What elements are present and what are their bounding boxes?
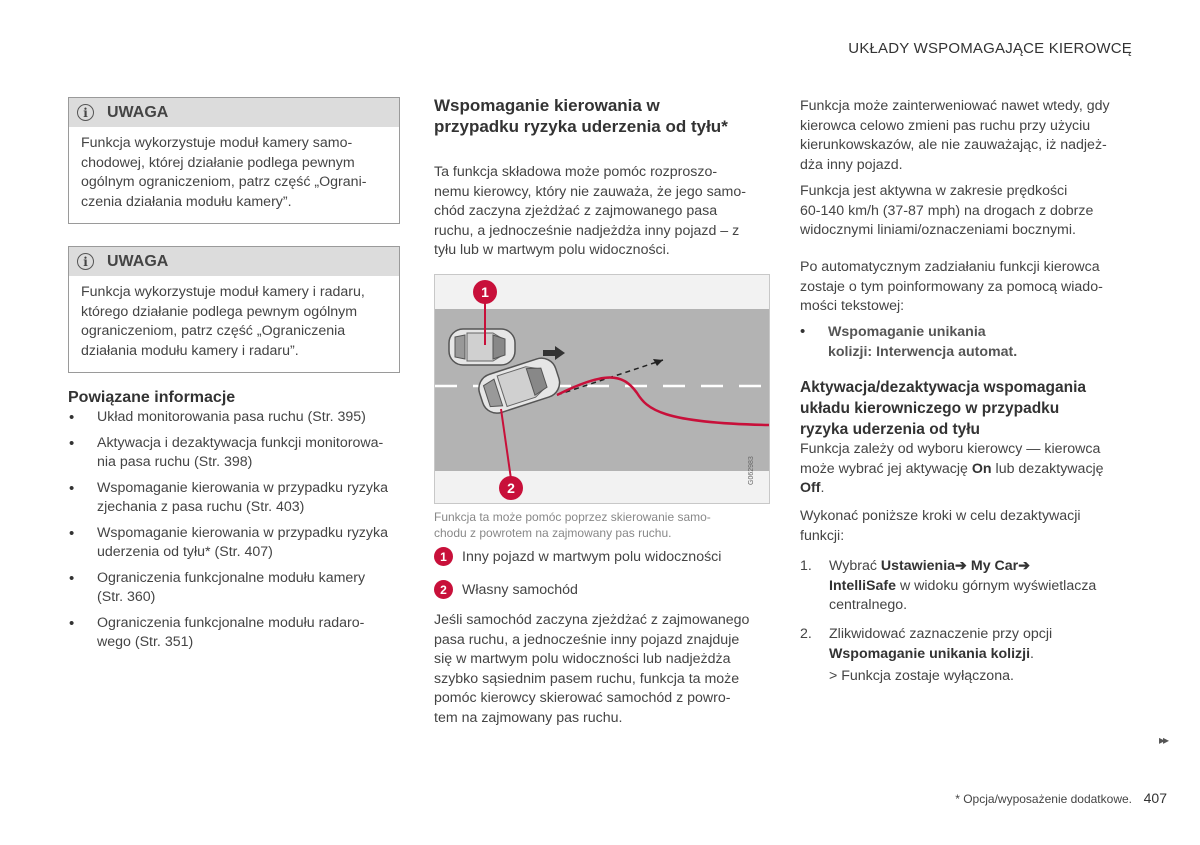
note-title: UWAGA [107, 252, 169, 270]
message-bullet [800, 323, 1135, 362]
step-number: 2. [800, 626, 812, 642]
step-result: > Funkcja zostaje wyłączona. [829, 668, 1014, 684]
menu-settings: Ustawienia [880, 558, 956, 574]
text-span: Funkcja zależy od wyboru kierowcy — kierowca może wybrać jej aktywację [800, 441, 1101, 477]
road-diagram [435, 275, 769, 503]
on-option: On [971, 460, 992, 477]
illustration [434, 274, 770, 504]
text-span: Zlikwidować zaznaczenie przy opcji [829, 626, 1053, 642]
figure-code: G062983 [748, 456, 755, 485]
note-header [69, 98, 399, 127]
text-span: . [1030, 645, 1034, 662]
note-body: Funkcja wykorzystuje moduł kamery i radaru, którego działanie podlega pewnym ogólnym ograniczeniom, patrz część „Ograniczenia działania modułu kamery i radaru”. [81, 284, 365, 359]
text-span: Wybrać [829, 558, 881, 574]
related-link[interactable]: • Ograniczenia funkcjonalne modułu kamery (Str. 360) [68, 569, 400, 608]
footnote-text: * Opcja/wyposażenie dodatkowe. [955, 792, 1132, 806]
bullet-dot: • [800, 323, 806, 340]
info-icon: i [77, 253, 94, 270]
related-link[interactable]: • Układ monitorowania pasa ruchu (Str. 395) [68, 408, 400, 428]
legend-item-1 [434, 547, 721, 566]
note-box-1 [68, 97, 400, 224]
step-text [800, 625, 1135, 664]
activation-heading: Aktywacja/dezaktywacja wspomagania układu kierowniczego w przypadku ryzyka uderzenia od tyłu [800, 379, 1087, 438]
left-column [68, 97, 400, 659]
info-icon: i [77, 104, 94, 121]
legend-text: Własny samochód [462, 581, 578, 598]
text-span: w widoku górnym wyświetlacza centralnego. [829, 577, 1097, 613]
page-number: 407 [1143, 790, 1167, 806]
paragraph-notification: Po automatycznym zadziałaniu funkcji kierowca zostaje o tym poinformowany za pomocą wiado- mości tekstowej: [800, 259, 1103, 314]
step-2 [800, 625, 1135, 664]
related-info-list [68, 408, 400, 653]
note-title: UWAGA [107, 103, 169, 121]
figure-caption: Funkcja ta może pomóc poprzez skierowanie samo- chodu z powrotem na zajmowany pas ruchu. [434, 510, 711, 540]
other-vehicle-icon [449, 329, 515, 365]
related-link[interactable]: • Wspomaganie kierowania w przypadku ryzyka uderzenia od tyłu* (Str. 407) [68, 524, 400, 563]
related-link[interactable]: • Aktywacja i dezaktywacja funkcji monitorowa- nia pasa ruchu (Str. 398) [68, 434, 400, 473]
intro-paragraph: Ta funkcja składowa może pomóc rozproszo- nemu kierowcy, który nie zauważa, że jego samo- chód zaczyna zjeżdżać z zajmowanego pasa ruchu, a jednocześnie nadjeżdża inny pojazd – z tyłu lub w martwym polu widoczności. [434, 164, 746, 258]
related-link[interactable]: • Wspomaganie kierowania w przypadku ryzyka zjechania z pasa ruchu (Str. 403) [68, 479, 400, 518]
continue-icon: ▸▸ [1158, 733, 1167, 747]
arrow-right-icon: ➔ [1018, 558, 1031, 574]
legend-number: 1 [434, 547, 453, 566]
description-paragraph: Jeśli samochód zaczyna zjeżdżać z zajmowanego pasa ruchu, a jednocześnie inny pojazd znajduje się w martwym polu widoczności lub nadjeżdża szybko sąsiednim pasem ruchu, funkcja ta może pomóc kierowcy skierować samochód z powro- tem na zajmowany pas ruchu. [434, 612, 750, 726]
legend-text: Inny pojazd w martwym polu widoczności [462, 548, 722, 565]
menu-my-car: My Car [970, 558, 1019, 574]
option-collision-avoidance: Wspomaganie unikania kolizji [829, 645, 1031, 662]
paragraph-intervention: Funkcja może zainterweniować nawet wtedy, gdy kierowca celowo zmieni pas ruchu przy użyciu kierunkowskazów, ale nie zauważając, iż nadjeż- dża inny pojazd. [800, 98, 1110, 173]
paragraph-driver-choice [800, 440, 1135, 499]
off-option: Off [800, 480, 821, 496]
related-info-heading: Powiązane informacje [68, 389, 236, 406]
paragraph-steps-intro: Wykonać poniższe kroki w celu dezaktywacji funkcji: [800, 508, 1081, 544]
message-text: Wspomaganie unikania kolizji: Interwencja automat. [828, 324, 1018, 360]
menu-intellisafe: IntelliSafe [829, 577, 897, 594]
section-heading: Wspomaganie kierowania w przypadku ryzyka uderzenia od tyłu* [434, 96, 728, 136]
step-1 [800, 557, 1135, 616]
section-title: UKŁADY WSPOMAGAJĄCE KIEROWCĘ [848, 40, 1132, 57]
callout-number-1: 1 [481, 284, 489, 300]
callout-number-2: 2 [507, 480, 515, 496]
arrow-right-icon: ➔ [955, 558, 967, 574]
text-span: lub dezaktywację [995, 460, 1104, 477]
footnote [955, 792, 1132, 806]
legend-number: 2 [434, 580, 453, 599]
note-header [69, 247, 399, 276]
paragraph-speed-range: Funkcja jest aktywna w zakresie prędkości 60-140 km/h (37-87 mph) na drogach z dobrze widocznymi liniami/oznaczeniami bocznymi. [800, 183, 1094, 238]
text-span: . [820, 480, 825, 496]
legend-item-2 [434, 580, 578, 599]
note-body: Funkcja wykorzystuje moduł kamery samo- chodowej, której działanie podlega pewnym ogólnym ograniczeniom, patrz część „Ograni- czenia działania modułu kamery”. [81, 135, 367, 210]
related-link[interactable]: • Ograniczenia funkcjonalne modułu radaro- wego (Str. 351) [68, 614, 400, 653]
note-box-2 [68, 246, 400, 373]
step-number: 1. [800, 558, 812, 574]
step-text [800, 557, 1135, 616]
